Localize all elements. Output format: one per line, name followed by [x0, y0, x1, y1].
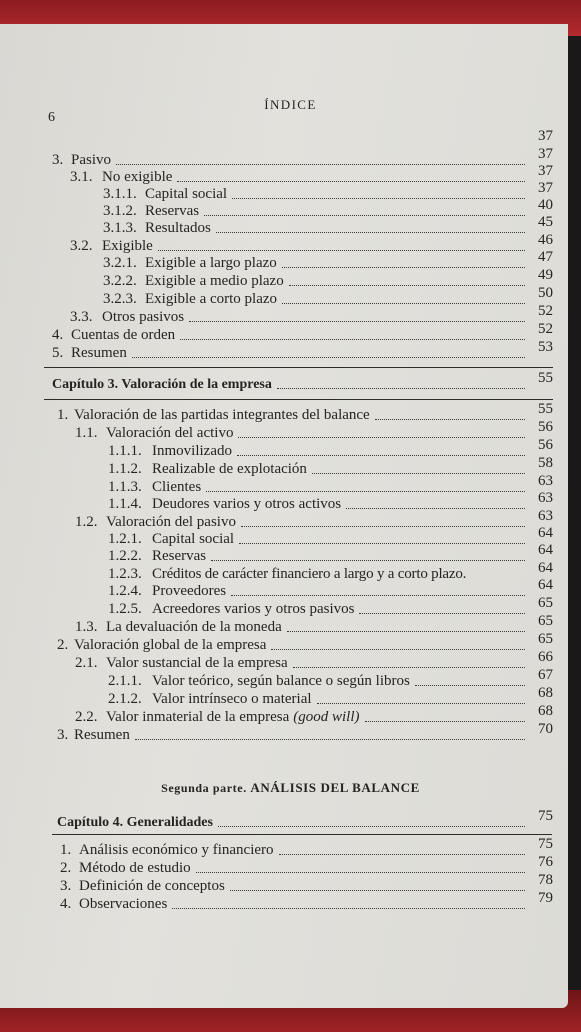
toc-entry: [108, 473, 553, 495]
toc-entry: [103, 214, 553, 236]
toc-page: 52: [538, 321, 553, 337]
dot-leader: [359, 613, 525, 614]
toc-entry: [75, 508, 553, 530]
toc-title: Exigible a largo plazo: [145, 255, 277, 271]
toc-page: 46: [538, 232, 553, 248]
toc-title: Valoración global de la empresa: [74, 637, 267, 653]
toc-entry: [70, 303, 553, 325]
section-rule: [44, 367, 553, 368]
toc-page: 65: [538, 613, 553, 629]
dot-leader: [346, 508, 525, 509]
toc-number: 3.1.3.: [103, 220, 137, 236]
toc-page: 68: [538, 685, 553, 701]
toc-page: 68: [538, 703, 553, 719]
toc-page: 76: [538, 854, 553, 870]
dot-leader: [365, 721, 525, 722]
toc-number: 3.: [57, 727, 69, 743]
toc-number: 1.1.4.: [108, 496, 142, 512]
chapter-title: Capítulo 4. Generalidades: [57, 815, 213, 830]
toc-number: 3.: [60, 878, 72, 894]
toc-title: Realizable de explotación: [152, 461, 307, 477]
toc-number: 1.2.3.: [108, 566, 142, 582]
toc-entry: [103, 267, 553, 289]
toc-entry: [75, 649, 553, 671]
toc-number: 2.1.1.: [108, 673, 142, 689]
toc-number: 1.1.3.: [108, 479, 142, 495]
dot-leader: [132, 357, 525, 358]
part-title: ANÁLISIS DEL BALANCE: [250, 780, 420, 795]
toc-page: 70: [538, 721, 553, 737]
page-number: 6: [48, 110, 55, 125]
toc-entry: [52, 321, 553, 343]
toc-title: Exigible a corto plazo: [145, 291, 278, 307]
toc-number: 1.1.: [75, 425, 98, 441]
section-rule: [44, 399, 553, 400]
toc-title: Capital social: [145, 186, 228, 202]
toc-page: 49: [538, 267, 553, 283]
toc-title: Reservas: [152, 548, 207, 564]
toc-title: Reservas: [145, 203, 200, 219]
toc-title: Otros pasivos: [102, 309, 185, 325]
toc-entry: [57, 721, 553, 743]
dot-leader: [135, 739, 525, 740]
dot-leader: [211, 560, 525, 561]
toc-page: 40: [538, 197, 553, 213]
toc-page: 65: [538, 595, 553, 611]
toc-entry: [60, 836, 553, 858]
dot-leader: [375, 419, 525, 420]
dot-leader: [239, 543, 525, 544]
toc-title: Exigible: [102, 238, 153, 254]
toc-title: Valor intrínseco o material: [152, 691, 312, 707]
dot-leader: [218, 826, 525, 827]
toc-title: Resumen: [71, 345, 127, 361]
toc-page: 63: [538, 473, 553, 489]
toc-page: 79: [538, 890, 553, 906]
toc-number: 2.: [60, 860, 72, 876]
toc-entry: [108, 455, 553, 477]
dot-leader: [237, 455, 525, 456]
chapter-title: Capítulo 3. Valoración de la empresa: [52, 377, 272, 392]
toc-number: 2.2.: [75, 709, 98, 725]
toc-number: 1.3.: [75, 619, 98, 635]
dot-leader: [238, 437, 525, 438]
toc-page: 50: [538, 285, 553, 301]
toc-entry: [70, 232, 553, 254]
toc-page: 75: [538, 808, 553, 824]
toc-title: Clientes: [152, 479, 202, 495]
chapter-heading: [52, 370, 553, 392]
toc-title: Valor sustancial de la empresa: [106, 655, 288, 671]
section-rule: [52, 834, 552, 835]
toc-entry: [52, 146, 553, 168]
toc-page: 66: [538, 649, 553, 665]
toc-number: 4.: [52, 327, 64, 343]
toc-number: 2.1.: [75, 655, 98, 671]
toc-title: Cuentas de orden: [71, 327, 176, 343]
dot-leader: [289, 285, 525, 286]
toc-page: 47: [538, 249, 553, 265]
toc-number: 3.1.: [70, 169, 93, 185]
toc-title: Resumen: [74, 727, 130, 743]
toc-number: 3.1.2.: [103, 203, 137, 219]
toc-number: 1.: [57, 407, 69, 423]
dot-leader: [271, 649, 525, 650]
toc-entry: [108, 560, 553, 582]
toc-number: 4.: [60, 896, 72, 912]
dot-leader: [277, 388, 525, 389]
toc-number: 3.2.3.: [103, 291, 137, 307]
toc-number: 3.2.2.: [103, 273, 137, 289]
toc-page: 55: [538, 370, 553, 386]
dot-leader: [180, 339, 525, 340]
toc-entry: [60, 854, 553, 876]
toc-page: 65: [538, 631, 553, 647]
toc-entry: [52, 339, 553, 361]
toc-entry-continued: [44, 128, 553, 150]
toc-number: 1.: [60, 842, 72, 858]
toc-page: 53: [538, 339, 553, 355]
dot-leader: [206, 491, 525, 492]
dot-leader: [241, 526, 525, 527]
toc-title: Inmovilizado: [152, 443, 232, 459]
toc-entry: [75, 703, 553, 725]
toc-page: 63: [538, 490, 553, 506]
toc-page: 56: [538, 419, 553, 435]
dot-leader: [232, 198, 525, 199]
toc-page: 56: [538, 437, 553, 453]
toc-entry: [60, 890, 553, 912]
toc-page: 64: [538, 577, 553, 593]
toc-entry: [108, 595, 553, 617]
toc-title: Método de estudio: [79, 860, 191, 876]
toc-number: 1.2.5.: [108, 601, 142, 617]
toc-entry: [108, 577, 553, 599]
dot-leader: [287, 631, 525, 632]
dot-leader: [116, 164, 525, 165]
toc-number: 1.1.1.: [108, 443, 142, 459]
dot-leader: [279, 854, 525, 855]
toc-page: 63: [538, 508, 553, 524]
toc-page: 52: [538, 303, 553, 319]
toc-title: Créditos de carácter financiero a largo y a corto plazo.: [152, 566, 467, 582]
chapter-heading: [57, 808, 553, 830]
toc-number: 3.2.1.: [103, 255, 137, 271]
toc-page: 37: [538, 180, 553, 196]
dot-leader: [177, 181, 525, 182]
dot-leader: [312, 473, 525, 474]
toc-entry: [108, 542, 553, 564]
part-label: Segunda parte.: [161, 781, 247, 795]
toc-number: 3.: [52, 152, 64, 168]
toc-number: 1.2.: [75, 514, 98, 530]
dot-leader: [293, 667, 525, 668]
dot-leader: [230, 890, 525, 891]
toc-title: Valoración del activo: [106, 425, 234, 441]
toc-title: No exigible: [102, 169, 173, 185]
toc-entry: [103, 249, 553, 271]
dot-leader: [282, 303, 525, 304]
dot-leader: [158, 250, 525, 251]
toc-page: 37: [538, 128, 553, 144]
toc-entry: [103, 197, 553, 219]
toc-entry: [108, 525, 553, 547]
dot-leader: [189, 321, 525, 322]
toc-entry: [103, 180, 553, 202]
toc-entry: [108, 490, 553, 512]
toc-title: La devaluación de la moneda: [106, 619, 282, 635]
dot-leader: [282, 267, 525, 268]
toc-page: 67: [538, 667, 553, 683]
toc-page: 64: [538, 525, 553, 541]
toc-number: 3.2.: [70, 238, 93, 254]
dot-leader: [415, 685, 525, 686]
toc-title: Pasivo: [71, 152, 112, 168]
toc-entry: [60, 872, 553, 894]
toc-entry: [57, 401, 553, 423]
toc-number: 1.1.2.: [108, 461, 142, 477]
toc-page: 78: [538, 872, 553, 888]
toc-page: 58: [538, 455, 553, 471]
toc-title: Valoración del pasivo: [106, 514, 236, 530]
toc-entry: [108, 437, 553, 459]
toc-entry: [108, 667, 553, 689]
toc-entry: [108, 685, 553, 707]
toc-title: Acreedores varios y otros pasivos: [152, 601, 355, 617]
toc-title: Definición de conceptos: [79, 878, 225, 894]
toc-number: 1.2.2.: [108, 548, 142, 564]
toc-title: Valor inmaterial de la empresa: [106, 709, 290, 725]
toc-page: 37: [538, 146, 553, 162]
toc-page: 45: [538, 214, 553, 230]
toc-title: Observaciones: [79, 896, 168, 912]
toc-page: 55: [538, 401, 553, 417]
toc-title: Deudores varios y otros activos: [152, 496, 342, 512]
part-heading: [0, 780, 581, 796]
toc-page: 75: [538, 836, 553, 852]
toc-entry: [75, 613, 553, 635]
toc-entry: [75, 419, 553, 441]
toc-page: 64: [538, 560, 553, 576]
toc-entry: [57, 631, 553, 653]
toc-title: Exigible a medio plazo: [145, 273, 284, 289]
toc-title: Resultados: [145, 220, 211, 236]
toc-title: Proveedores: [152, 583, 227, 599]
toc-number: 3.3.: [70, 309, 93, 325]
toc-title: Análisis económico y financiero: [79, 842, 274, 858]
toc-title: Capital social: [152, 531, 235, 547]
toc-entry: [70, 163, 553, 185]
toc-entry: [103, 285, 553, 307]
dot-leader: [172, 908, 525, 909]
toc-number: 3.1.1.: [103, 186, 137, 202]
toc-title-italic: (good will): [293, 709, 360, 725]
dot-leader: [204, 215, 525, 216]
dot-leader: [317, 703, 525, 704]
toc-title: Valor teórico, según balance o según libros: [152, 673, 410, 689]
toc-number: 2.1.2.: [108, 691, 142, 707]
toc-page: 64: [538, 542, 553, 558]
toc-number: 2.: [57, 637, 69, 653]
dot-leader: [231, 595, 525, 596]
dot-leader: [216, 232, 525, 233]
toc-number: 1.2.1.: [108, 531, 142, 547]
dot-leader: [196, 872, 525, 873]
toc-number: 5.: [52, 345, 64, 361]
running-head: ÍNDICE: [264, 97, 317, 112]
toc-title: Valoración de las partidas integrantes del balance: [74, 407, 370, 423]
toc-number: 1.2.4.: [108, 583, 142, 599]
toc-page: 37: [538, 163, 553, 179]
